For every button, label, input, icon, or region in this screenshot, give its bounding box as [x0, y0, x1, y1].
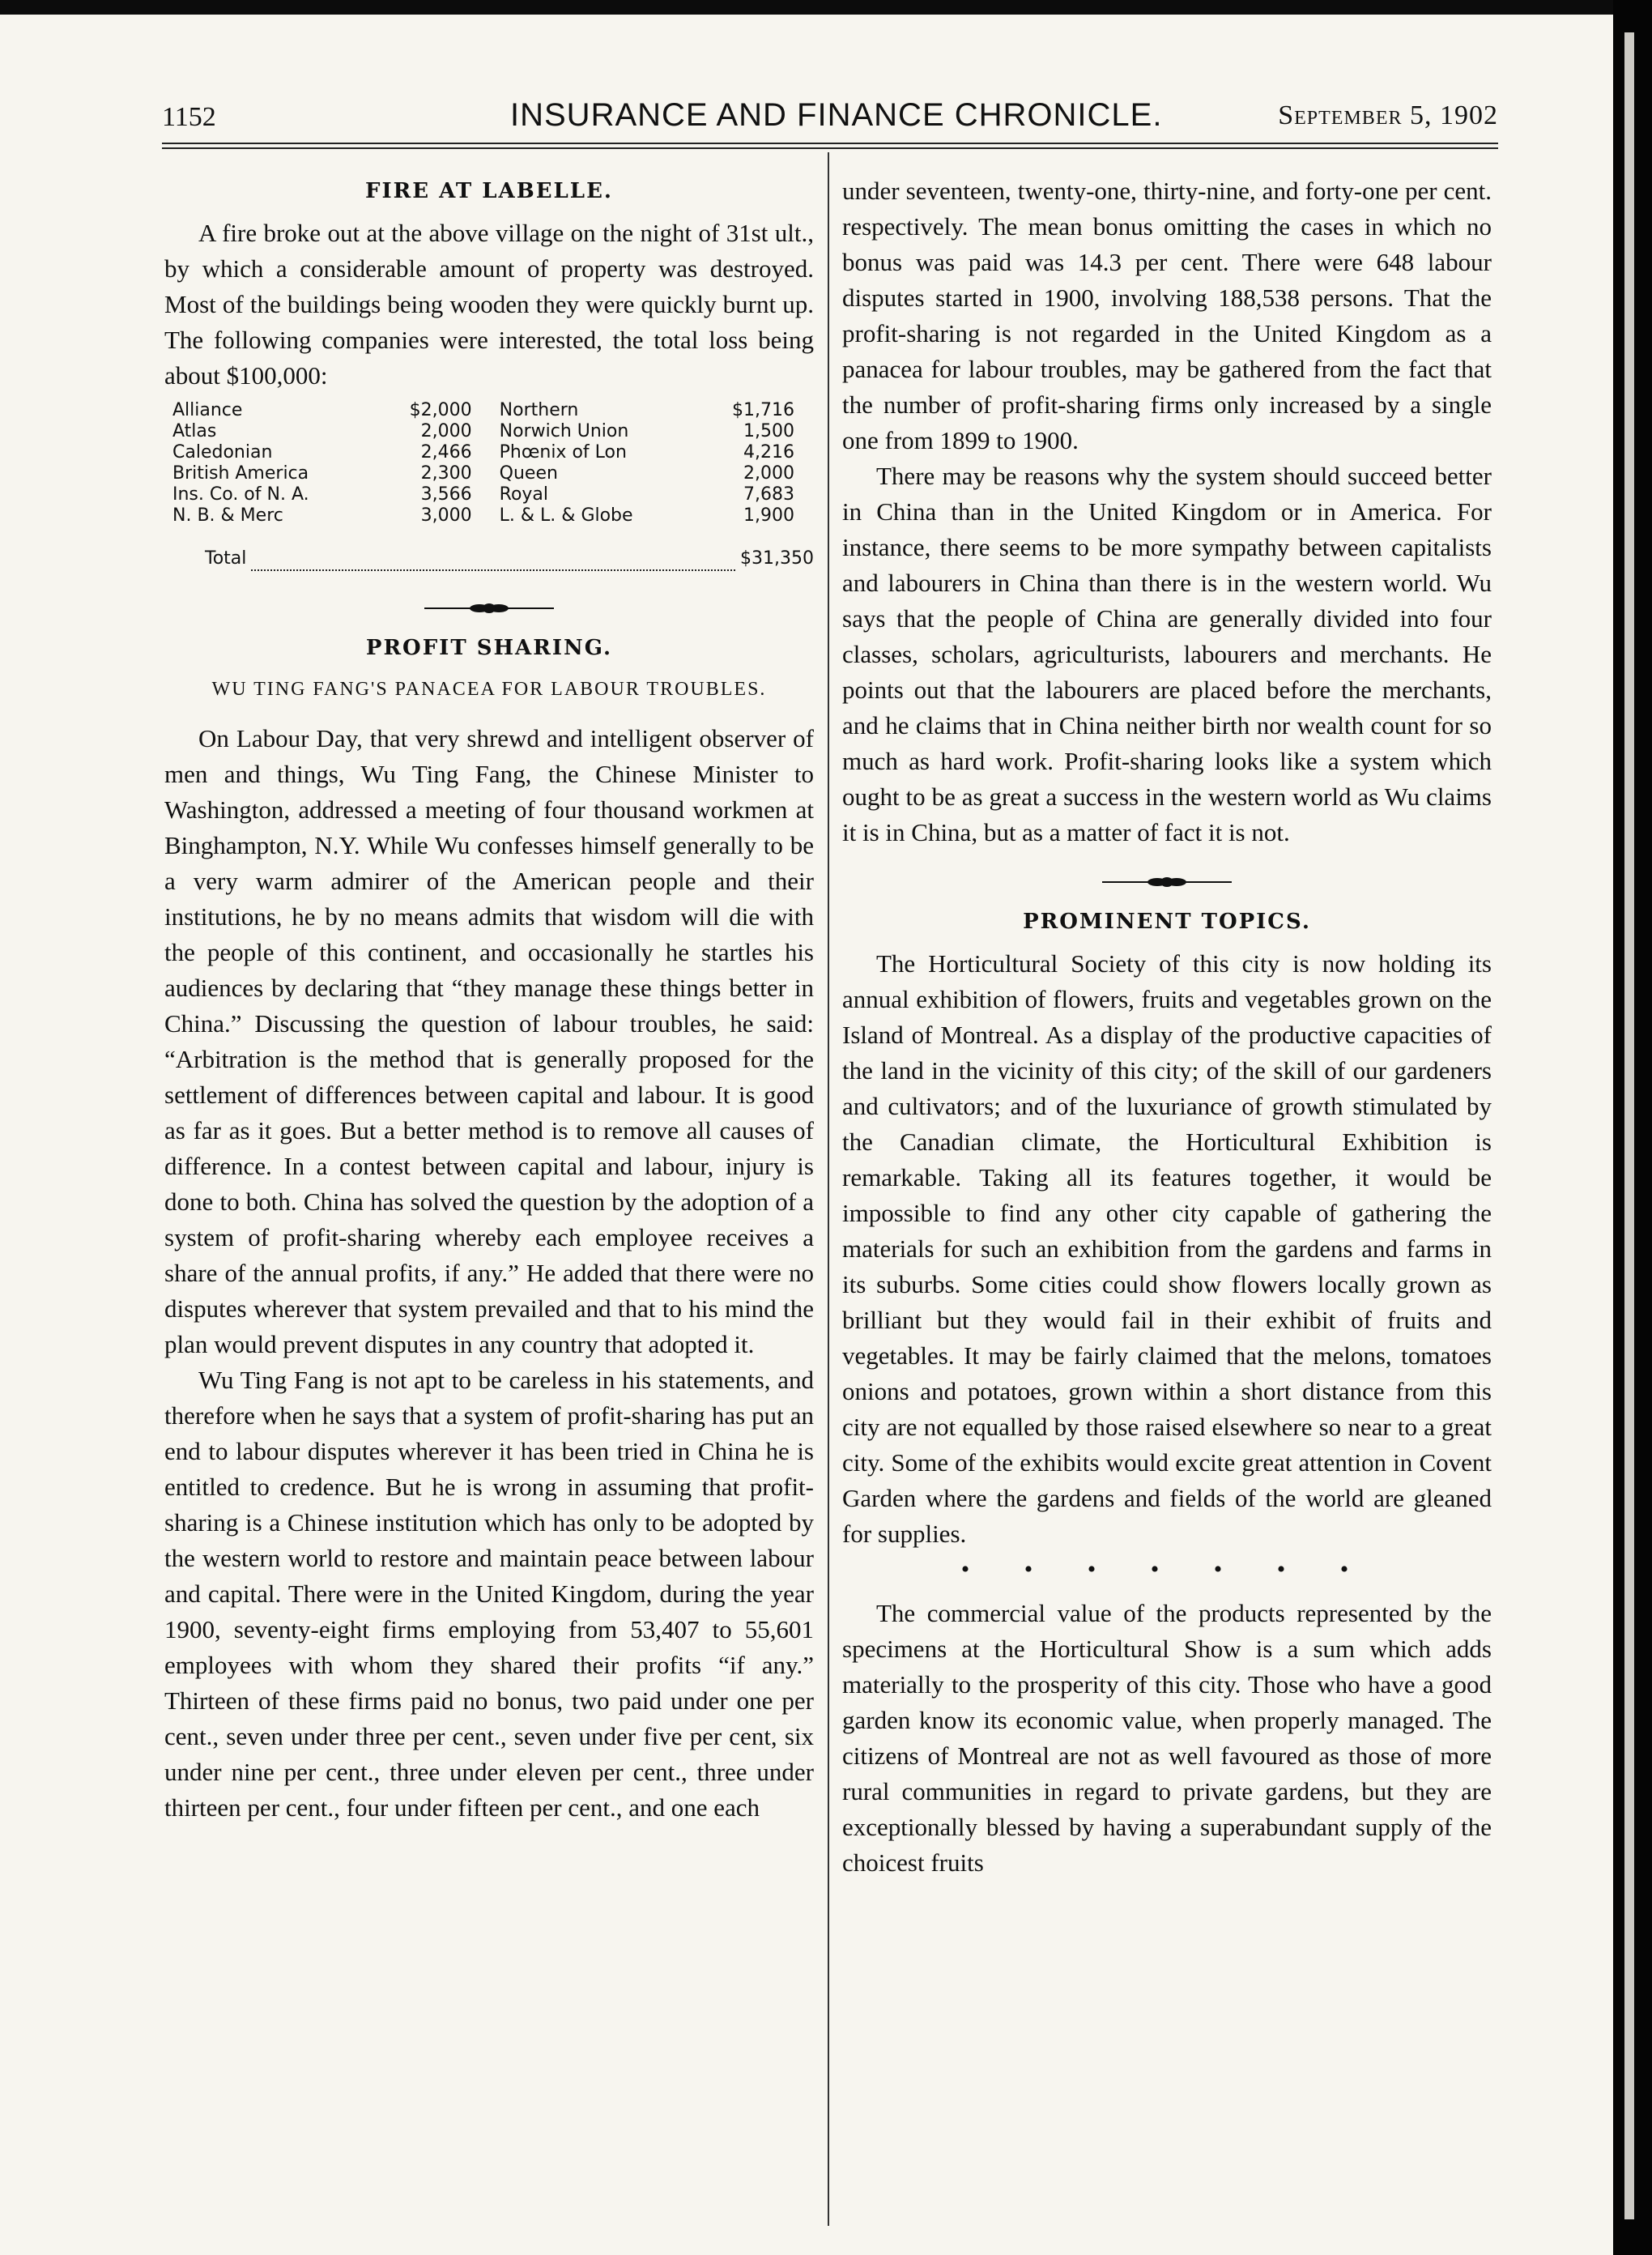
- loss-amount: 1,900: [743, 505, 794, 526]
- loss-company: British America: [172, 463, 309, 484]
- loss-company: Ins. Co. of N. A.: [172, 484, 309, 505]
- loss-amount: 2,466: [420, 442, 472, 463]
- section-ornament: [164, 603, 814, 614]
- journal-title: INSURANCE AND FINANCE CHRONICLE.: [510, 97, 1163, 133]
- profit-paragraph-2: Wu Ting Fang is not apt to be careless in his statements, and therefore when he says that a system of profit-sharing has put an end to labour disputes wherever it has been tried in China he is entitled to credence. But he is wrong in assuming that profit-sharing is a Chinese institution which has only to be adopted by the western world to restore and maintain peace between labour and capital. There were in the United Kingdom, during the year 1900, seventy-eight firms employing from 53,407 to 55,601 employees with whom they shared their profits “if any.” Thirteen of these firms paid no bonus, two paid under one per cent., seven under three per cent., seven under five per cent, six under nine per cent., three under eleven per cent., three under thirteen per cent., four under fifteen per cent., and one each: [164, 1366, 814, 1822]
- left-column: [164, 173, 814, 1826]
- loss-row: [164, 442, 814, 463]
- right-column: [842, 173, 1492, 1881]
- section-ornament: [842, 876, 1492, 888]
- fire-article-paragraph: A fire broke out at the above village on the night of 31st ult., by which a considerable amount of property was destroyed. Most of the buildings being wooden they were quickly burnt up. The following companies were interested, the total loss being about $100,000:: [164, 219, 814, 390]
- loss-company: Alliance: [172, 400, 243, 420]
- profit-paragraph-3: There may be reasons why the system should succeed better in China than in the United Kingdom or in America. For instance, there seems to be more sympathy between capitalists and labourers in China than there is in the western world. Wu says that the people of China are generally divided into four classes, scholars, agriculturists, labourers and merchants. He points out that the labourers are placed before the merchants, and he claims that in China neither birth nor wealth count for so much as hard work. Profit-sharing looks like a system which ought to be as great a success in the western world as Wu claims it is in China, but as a matter of fact it is not.: [842, 462, 1492, 846]
- loss-company: Royal: [499, 484, 549, 505]
- newspaper-page: [0, 15, 1613, 2255]
- loss-company: Northern: [499, 400, 579, 420]
- loss-amount: 2,300: [420, 463, 472, 484]
- scan-edge: [1613, 0, 1652, 2255]
- profit-paragraph-1: On Labour Day, that very shrewd and intelligent observer of men and things, Wu Ting Fang, the Chinese Minister to Washington, addressed a meeting of four thousand workmen at Binghampton, N.Y. While Wu confesses himself generally to be a very warm admirer of the American people and their institutions, he by no means admits that wisdom will die with the people of this continent, and occasionally he startles his audiences by declaring that “they manage these things better in China.” Discussing the question of labour troubles, he said: “Arbitration is the method that is generally proposed for the settlement of differences between capital and labour. It is good as far as it goes. But a better method is to remove all causes of difference. In a contest between capital and labour, injury is done to both. China has solved the question by the adoption of a system of profit-sharing whereby each employee receives a share of the annual profits, if any.” He added that there were no disputes wherever that system prevailed and that to his mind the plan would prevent disputes in any country that adopted it.: [164, 724, 814, 1358]
- prominent-paragraph-2: The commercial value of the products represented by the specimens at the Horticultural Show is a sum which adds materially to the prosperity of this city. Those who have a good garden know its economic value, when properly managed. The citizens of Montreal are not as well favoured as those of more rural communities in regard to private gardens, but they are exceptionally blessed by having a superabundant supply of the choicest fruits: [842, 1599, 1492, 1877]
- loss-amount: 1,500: [743, 421, 794, 441]
- issue-date: September 5, 1902: [1278, 100, 1498, 130]
- loss-amount: $2,000: [409, 400, 472, 420]
- loss-amount: 3,000: [420, 505, 472, 526]
- loss-company: Norwich Union: [499, 421, 629, 441]
- loss-company: Phœnix of Lon: [499, 442, 627, 463]
- page-number: 1152: [162, 102, 216, 132]
- loss-company: N. B. & Merc: [172, 505, 283, 526]
- asterism-separator: • • • • • • •: [960, 1556, 1373, 1583]
- profit-article-title: PROFIT SHARING.: [365, 636, 613, 660]
- fire-loss-table: [164, 400, 814, 526]
- fire-loss-total: [164, 541, 814, 577]
- loss-row: [164, 505, 814, 526]
- leader-dots: [251, 541, 735, 571]
- total-amount: $31,350: [740, 548, 814, 569]
- profit-article-subtitle: WU TING FANG'S PANACEA FOR LABOUR TROUBLES.: [211, 679, 767, 700]
- loss-row: [164, 484, 814, 505]
- loss-row: [164, 463, 814, 484]
- profit-paragraph-2-continued: under seventeen, twenty-one, thirty-nine, and forty-one per cent. respectively. The mean bonus omitting the cases in which no bonus was paid was 14.3 per cent. There were 648 labour disputes started in 1900, involving 188,538 persons. That the profit-sharing is not regarded in the United Kingdom as a panacea for labour troubles, may be gathered from the fact that the number of profit-sharing firms only increased by a single one from 1899 to 1900.: [842, 177, 1492, 454]
- loss-amount: 2,000: [420, 421, 472, 441]
- loss-company: L. & L. & Globe: [499, 505, 633, 526]
- ornament-rule-icon: [424, 603, 554, 614]
- loss-row: [164, 400, 814, 421]
- loss-row: [164, 421, 814, 442]
- column-divider: [828, 152, 829, 2226]
- page-header: [162, 87, 1498, 136]
- loss-company: Caledonian: [172, 442, 273, 463]
- prominent-topics-title: PROMINENT TOPICS.: [1023, 910, 1311, 934]
- adjacent-page-strip: [1624, 32, 1634, 2219]
- loss-company: Atlas: [172, 421, 217, 441]
- fire-article-title: FIRE AT LABELLE.: [365, 179, 613, 203]
- header-rule: [162, 143, 1498, 144]
- total-label: Total: [205, 548, 247, 569]
- loss-amount: 3,566: [420, 484, 472, 505]
- ornament-rule-icon: [1102, 876, 1232, 888]
- loss-amount: 7,683: [743, 484, 794, 505]
- loss-amount: $1,716: [732, 400, 794, 420]
- header-rule-thin: [162, 147, 1498, 149]
- loss-amount: 4,216: [743, 442, 794, 463]
- prominent-paragraph-1: The Horticultural Society of this city is now holding its annual exhibition of flowers, fruits and vegetables grown on the Island of Montreal. As a display of the productive capacities of the land in the vicinity of this city; of the skill of our gardeners and cultivators; and of the luxuriance of growth stimulated by the Canadian climate, the Horticultural Exhibition is remarkable. Taking all its features together, it would be impossible to find any other city capable of gathering the materials for such an exhibition from the gardens and farms in its suburbs. Some cities could show flowers locally grown as brilliant but they would fail in their exhibit of fruits and vegetables. It may be fairly claimed that the melons, tomatoes onions and potatoes, grown within a short distance from this city are not equalled by those raised elsewhere so near to a great city. Some of the exhibits would excite great attention in Covent Garden where the gardens and fields of the world are gleaned for supplies.: [842, 949, 1492, 1548]
- loss-amount: 2,000: [743, 463, 794, 484]
- loss-company: Queen: [499, 463, 558, 484]
